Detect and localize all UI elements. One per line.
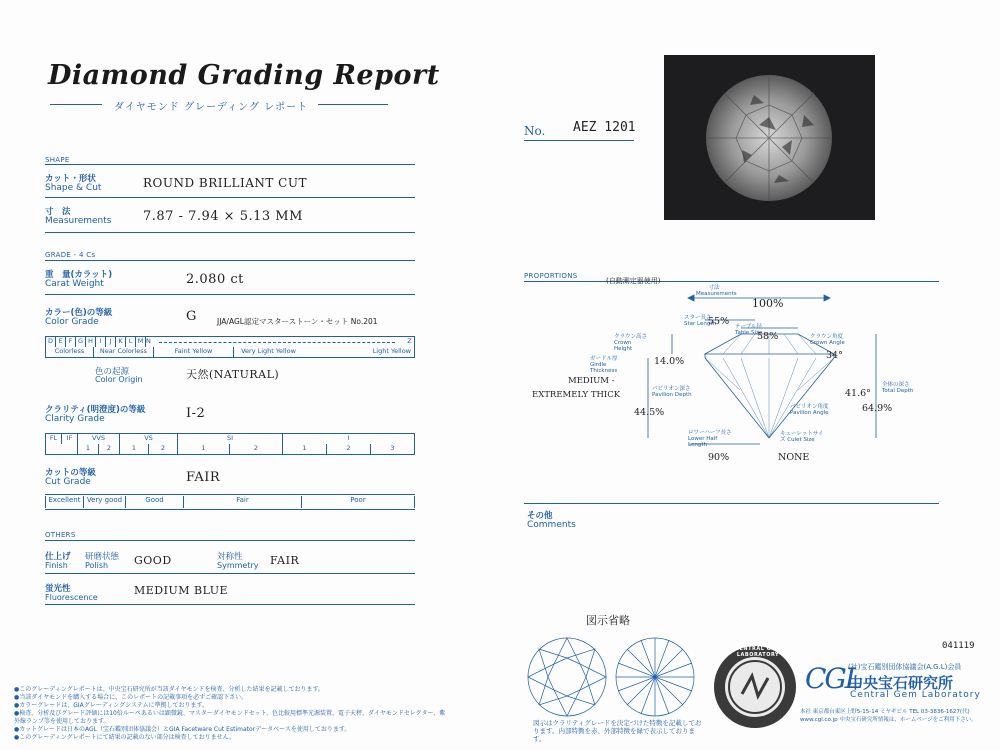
footer-note: ●カットグレードは日本のAGL（宝石鑑別団体協議会）とGIA Facetware Cut Estimatorデータベースを使用しております。 [14, 726, 351, 733]
clarity-sub: 2 [148, 444, 177, 454]
measurements-label-jp: 寸 法 [45, 207, 71, 217]
pavilion-depth-value: 44.5% [634, 407, 665, 418]
comments-label-jp: その他 [527, 511, 553, 521]
proportions-method: (自動測定器使用) [606, 277, 661, 285]
footer-notes [14, 686, 446, 742]
origin-label-en: Color Origin [95, 375, 143, 384]
plot-diagram-pavilion [614, 636, 696, 718]
culet-size-label: キューレットサイズ Culet Size [780, 431, 824, 443]
lower-half-label: ロワーハーフ長さ Lower Half Length [688, 430, 732, 448]
plot-diagram-crown [526, 636, 608, 718]
clarity-sub: 2 [326, 444, 370, 454]
report-title: Diamond Grading Report [48, 60, 440, 91]
lab-name-jp: 中央宝石研究所 [848, 674, 954, 692]
clarity-sub: 1 [282, 444, 326, 454]
cut-label-en: Shape & Cut [45, 183, 102, 193]
color-group-near-colorless: Near Colorless [93, 347, 153, 357]
fluorescence-label-en: Fluorescence [45, 593, 98, 602]
pavilion-depth-label: パビリオン深さ Pavilion Depth [652, 386, 692, 398]
clarity-label-jp: クラリティ(明澄度)の等級 [45, 405, 146, 415]
carat-value: 2.080 ct [186, 272, 244, 287]
star-length-label: スター長さ Star Length [684, 315, 716, 327]
crown-height-label: クラウン高さ Crown Height [614, 334, 648, 352]
footer-note: ●当該ダイヤモンドを購入する場合に、このレポートの記載事項を必ずご確認下さい。 [14, 694, 248, 701]
symmetry-label-en: Symmetry [217, 561, 259, 570]
cut-scale-very-good: Very good [83, 496, 125, 508]
polish-value: GOOD [134, 554, 172, 567]
color-scale-k: K [115, 337, 125, 347]
girdle-label: ガードル厚 Girdle Thickness [590, 356, 618, 374]
color-scale-h: H [85, 337, 95, 347]
diamond-photo [664, 55, 875, 220]
table-size-value: 58% [757, 331, 779, 342]
girdle-value-1: MEDIUM - [568, 376, 615, 386]
color-scale-f: F [65, 337, 75, 347]
color-master-note: JJA/AGL認定マスターストーン・セット No.201 [217, 317, 378, 326]
cut-scale [45, 496, 415, 508]
measurements-diagram-label: 寸法 Measurements [696, 285, 737, 297]
measurements-diagram-value: 100% [752, 297, 784, 310]
color-origin-value: 天然(NATURAL) [186, 368, 280, 381]
lab-address: 本社 東京都台東区上野5-15-14 ミヤギビル TEL 03-3836-1627(代) [800, 709, 970, 715]
footer-note: ●このグレーディングレポートは、中央宝石研究所が当該ダイヤモンドを検査、分析した結果を記載しております。 [14, 686, 325, 693]
finish-label-jp: 仕上げ [45, 552, 71, 562]
color-group-very-light-yellow: Very Light Yellow [233, 347, 303, 357]
comments-label-en: Comments [527, 520, 576, 530]
lower-half-value: 90% [708, 452, 730, 463]
report-code: 041119 [942, 641, 975, 651]
grade-section-label: GRADE - 4 Cs [45, 251, 96, 259]
clarity-sub: 1 [119, 444, 148, 454]
clarity-scale [45, 434, 415, 444]
cgl-logo: CGL [805, 662, 862, 695]
lab-name-en: Central Gem Laboratory [850, 690, 981, 700]
clarity-label-en: Clarity Grade [45, 414, 105, 424]
seal-text: CENTRAL GEM LABORATORY [735, 646, 781, 658]
cut-grade-value: FAIR [186, 470, 221, 485]
report-subtitle: ダイヤモンド グレーディング レポート [114, 102, 309, 113]
shape-cut-value: ROUND BRILLIANT CUT [143, 176, 307, 190]
crown-angle-label: クラウン角度 Crown Angle [810, 334, 845, 346]
clarity-fl: FL [45, 434, 61, 444]
cut-scale-poor: Poor [301, 496, 415, 508]
clarity-sub: 1 [77, 444, 98, 454]
clarity-subscale [45, 444, 415, 454]
cut-grade-label-en: Cut Grade [45, 477, 91, 487]
color-label-en: Color Grade [45, 317, 99, 327]
polish-label-en: Polish [85, 561, 109, 570]
color-group-light-yellow: Light Yellow [303, 347, 415, 357]
clarity-sub: 2 [98, 444, 119, 454]
crown-angle-value: 34° [826, 350, 843, 361]
color-scale-d: D [45, 337, 55, 347]
clarity-sub: 2 [229, 444, 282, 454]
cut-scale-good: Good [125, 496, 183, 508]
shape-section-label: SHAPE [45, 156, 70, 164]
clarity-i: I [282, 434, 415, 444]
color-scale-z: Z [405, 337, 415, 347]
fluorescence-value: MEDIUM BLUE [134, 584, 229, 597]
clarity-vvs: VVS [77, 434, 119, 444]
report-number-label: No. [524, 124, 546, 138]
footer-note: ●検査、分析及びグレード評価には10倍ルーペあるいは顕微鏡、マスターダイヤモンドセット、色比較用標準光源装置、電子天秤、ダイヤモンドセレクター、紫外線ランプ等を使用しております。 [14, 710, 446, 725]
cut-scale-excellent: Excellent [45, 496, 83, 508]
finish-label-en: Finish [45, 561, 68, 570]
color-scale-l: L [125, 337, 135, 347]
color-group-colorless: Colorless [45, 347, 93, 357]
lab-web: www.cgl.co.jp 中央宝石研究所情報は、ホームページをご利用下さい。 [800, 717, 977, 723]
proportions-section-label: PROPORTIONS [524, 272, 578, 280]
cut-scale-fair: Fair [183, 496, 301, 508]
color-scale-groups [45, 347, 415, 357]
carat-label-jp: 重 量(カラット) [45, 270, 113, 280]
color-value: G [186, 309, 197, 324]
pavilion-angle-label: パビリオン角度 Pavilion Angle [790, 404, 829, 416]
diagram-omitted-label: 図示省略 [586, 614, 630, 627]
report-number-value: AEZ 1201 [573, 120, 636, 135]
pavilion-angle-value: 41.6° [845, 388, 871, 399]
total-depth-label: 全体の深さ Total Depth [882, 382, 914, 394]
symmetry-value: FAIR [270, 554, 300, 567]
proportions-diagram [630, 290, 920, 460]
symmetry-label-jp: 対称性 [217, 552, 243, 562]
crown-height-value: 14.0% [654, 356, 685, 367]
color-group-faint-yellow: Faint Yellow [153, 347, 233, 357]
measurements-value: 7.87 - 7.94 × 5.13 MM [143, 209, 303, 224]
fluorescence-label-jp: 蛍光性 [45, 584, 71, 594]
color-scale-j: J [105, 337, 115, 347]
culet-size-value: NONE [778, 452, 810, 463]
color-scale-i: I [95, 337, 105, 347]
color-scale-e: E [55, 337, 65, 347]
footer-note: ●このグレーディングレポートにて結果の記載のない部分は検査しておりません。 [14, 734, 235, 741]
table-size-label: テーブル径 Table Size [735, 324, 763, 336]
girdle-value-2: EXTREMELY THICK [532, 390, 621, 400]
clarity-if: IF [61, 434, 77, 444]
polish-label-jp: 研磨状態 [85, 552, 120, 562]
diagram-caption: 図示はクラリティグレードを決定づけた特徴を記載しております。内部特徴を赤、外部特徴を緑で表示しております。 [533, 719, 702, 743]
lab-association: (社)宝石鑑別団体協議会(A.G.L)会員 [848, 663, 962, 671]
measurements-label-en: Measurements [45, 216, 112, 226]
carat-label-en: Carat Weight [45, 279, 104, 289]
cut-label-jp: カット・形状 [45, 174, 96, 184]
star-length-value: 55% [708, 316, 730, 327]
clarity-sub: 3 [370, 444, 415, 454]
total-depth-value: 64.9% [862, 403, 893, 414]
clarity-sub: 1 [177, 444, 229, 454]
origin-label-jp: 色の起源 [95, 367, 130, 377]
color-scale-m: M [135, 337, 145, 347]
clarity-vs: VS [119, 434, 177, 444]
color-scale-g: G [75, 337, 85, 347]
clarity-value: I-2 [186, 406, 206, 421]
color-scale [45, 337, 415, 347]
color-label-jp: カラー(色)の等級 [45, 308, 113, 318]
footer-note: ●カラーグレードは、GIAグレーディングシステムに準拠しております。 [14, 702, 209, 709]
others-section-label: OTHERS [45, 531, 76, 539]
clarity-si: SI [177, 434, 282, 444]
cut-grade-label-jp: カットの等級 [45, 468, 96, 478]
color-scale-n: N [145, 337, 155, 347]
